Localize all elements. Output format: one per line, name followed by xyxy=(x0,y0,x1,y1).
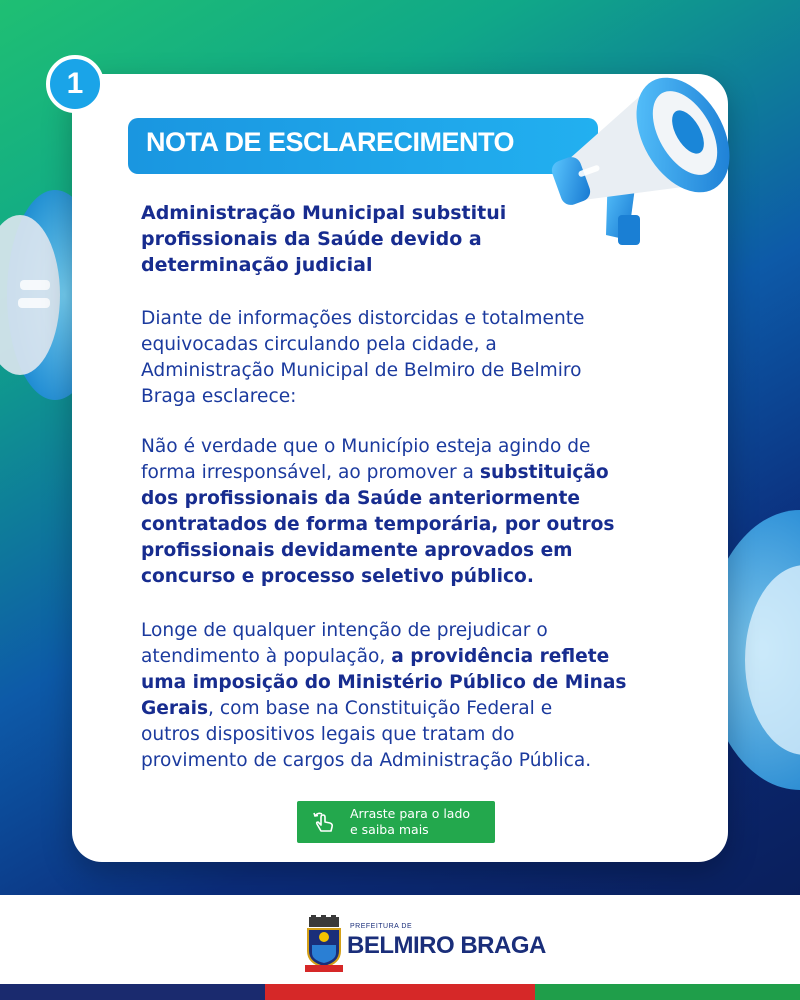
paragraph-line: Longe de qualquer intenção de prejudicar o xyxy=(141,620,548,641)
swipe-hint-button[interactable] xyxy=(297,801,495,843)
paragraph-line: Diante de informações distorcidas e totalmente xyxy=(141,308,585,329)
paragraph-line: Não é verdade que o Município esteja agindo de xyxy=(141,436,591,457)
logo-prefix: PREFEITURA DE xyxy=(350,923,413,930)
bold-text: a providência reflete xyxy=(391,646,610,667)
footer-stripe-red xyxy=(265,984,535,1000)
bold-text: substituição xyxy=(479,462,609,483)
headline-line: Administração Municipal substitui xyxy=(141,202,507,224)
paragraph-line: concurso e processo seletivo público. xyxy=(141,566,534,587)
paragraph-clarification xyxy=(141,434,681,590)
paragraph-line xyxy=(141,696,681,722)
paragraph-line: contratados de forma temporária, por outros xyxy=(141,514,615,535)
plain-text: forma irresponsável, ao promover a xyxy=(141,462,480,483)
swipe-hand-icon xyxy=(311,809,337,835)
paragraph-line: dos profissionais da Saúde anteriormente xyxy=(141,488,581,509)
logo-title: BELMIRO BRAGA xyxy=(347,932,546,959)
footer-stripe-navy xyxy=(0,984,265,1000)
paragraph-line: provimento de cargos da Administração Pública. xyxy=(141,750,592,771)
paragraph-line xyxy=(141,644,681,670)
paragraph-line: outros dispositivos legais que tratam do xyxy=(141,724,515,745)
paragraph-intro xyxy=(141,306,681,410)
page-number-badge xyxy=(46,55,104,113)
footer-stripe-green xyxy=(535,984,800,1000)
paragraph-line xyxy=(141,460,681,486)
plain-text: atendimento à população, xyxy=(141,646,392,667)
paragraph-line: uma imposição do Ministério Público de Minas xyxy=(141,672,627,693)
plain-text: , com base na Constituição Federal e xyxy=(208,698,553,719)
paragraph-line: profissionais devidamente aprovados em xyxy=(141,540,573,561)
paragraph-justification xyxy=(141,618,681,774)
headline-line: profissionais da Saúde devido a xyxy=(141,228,482,250)
page-number: 1 xyxy=(66,67,84,100)
paragraph-line: Braga esclarece: xyxy=(141,386,297,407)
paragraph-line: Administração Municipal de Belmiro de Belmiro xyxy=(141,360,582,381)
swipe-hint-label xyxy=(350,806,490,838)
headline-line: determinação judicial xyxy=(141,254,373,276)
swipe-hint-line: Arraste para o lado xyxy=(350,806,471,821)
bold-text: Gerais xyxy=(141,698,209,719)
coat-of-arms-icon xyxy=(303,915,345,975)
paragraph-line: equivocadas circulando pela cidade, a xyxy=(141,334,497,355)
swipe-hint-line: e saiba mais xyxy=(350,822,429,837)
headline xyxy=(141,200,681,278)
page-title: NOTA DE ESCLARECIMENTO xyxy=(146,127,515,157)
